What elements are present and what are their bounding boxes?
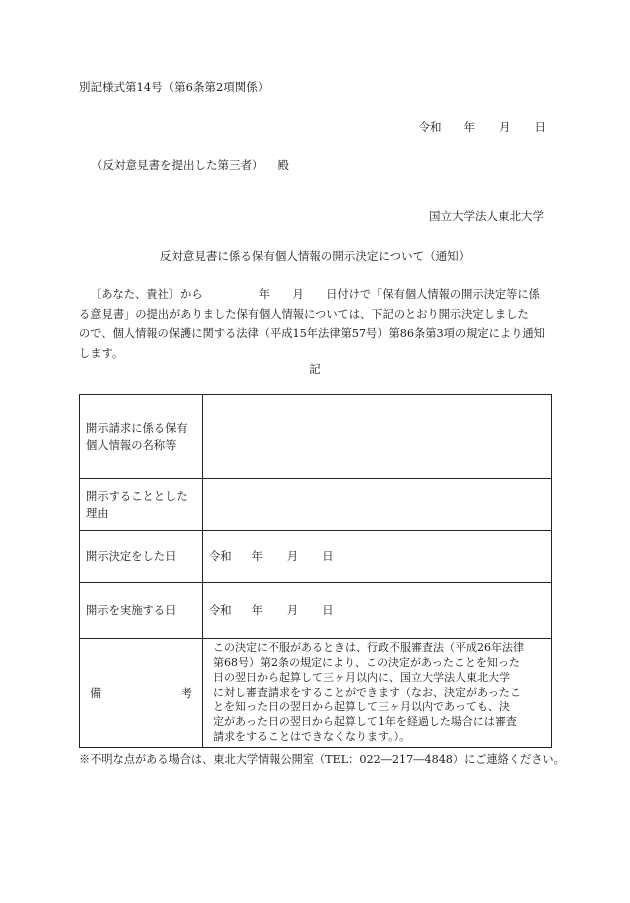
issue-date — [419, 119, 547, 135]
issue-date-era: 令和 — [418, 120, 442, 134]
issue-date-day: 日 — [534, 120, 546, 134]
recipient-honorific: 殿 — [277, 158, 289, 172]
disclosure-info-table — [79, 394, 552, 748]
decision-date-value: 令和 年 月 日 — [203, 531, 552, 583]
body-line: ので、個人情報の保護に関する法律（平成15年法律第57号）第86条第3項の規定により通知 — [79, 327, 545, 340]
table-row — [80, 395, 552, 479]
disclosure-reason-label: 開示することとした 理由 — [80, 479, 203, 531]
sender-name: 国立大学法人東北大学 — [429, 209, 544, 223]
recipient-name: （反対意見書を提出した第三者） — [91, 158, 264, 172]
table-row — [80, 479, 552, 531]
body-line: る意見書」の提出がありました保有個人情報については、下記のとおり開示決定しました — [79, 307, 529, 321]
implementation-date-value: 令和 年 月 日 — [203, 583, 552, 639]
implementation-date-label: 開示を実施する日 — [80, 583, 203, 639]
form-number: 別記様式第14号（第6条第2項関係） — [79, 80, 270, 94]
ki-label: 記 — [309, 362, 321, 376]
recipient-line — [91, 157, 289, 173]
remarks-label: 備 考 — [80, 639, 203, 748]
body-text — [79, 285, 551, 363]
body-line: します。 — [79, 346, 124, 360]
info-name-label: 開示請求に係る保有 個人情報の名称等 — [80, 395, 203, 479]
disclosure-reason-value — [203, 479, 552, 531]
decision-date-label: 開示決定をした日 — [80, 531, 203, 583]
document-title: 反対意見書に係る保有個人情報の開示決定について（通知） — [159, 249, 471, 263]
table-row — [80, 531, 552, 583]
issue-date-year: 年 — [463, 120, 475, 134]
issue-date-month: 月 — [499, 120, 511, 134]
remarks-text: この決定に不服があるときは、行政不服審査法（平成26年法律 第68号）第2条の規定により、この決定があったことを知った 日の翌日から起算して三ヶ月以内に、国立大学法人東北大学 に対し審査請求をすることができます（なお、決定があったこ とを知った日の翌日から起算して三ヶ月以内であっても、決 定があった日の翌日から起算して1年を経過した場合には審査 請求をすることはできなくなります。）。 — [203, 639, 552, 748]
info-name-value — [203, 395, 552, 479]
table-row — [80, 639, 552, 748]
body-line: 〔あなた、貴社〕から 年 月 日付けで「保有個人情報の開示決定等に係 — [90, 288, 540, 301]
contact-footnote: ※不明な点がある場合は、東北大学情報公開室（TEL：022―217―4848）にご連絡ください。 — [79, 753, 565, 766]
table-row — [80, 583, 552, 639]
